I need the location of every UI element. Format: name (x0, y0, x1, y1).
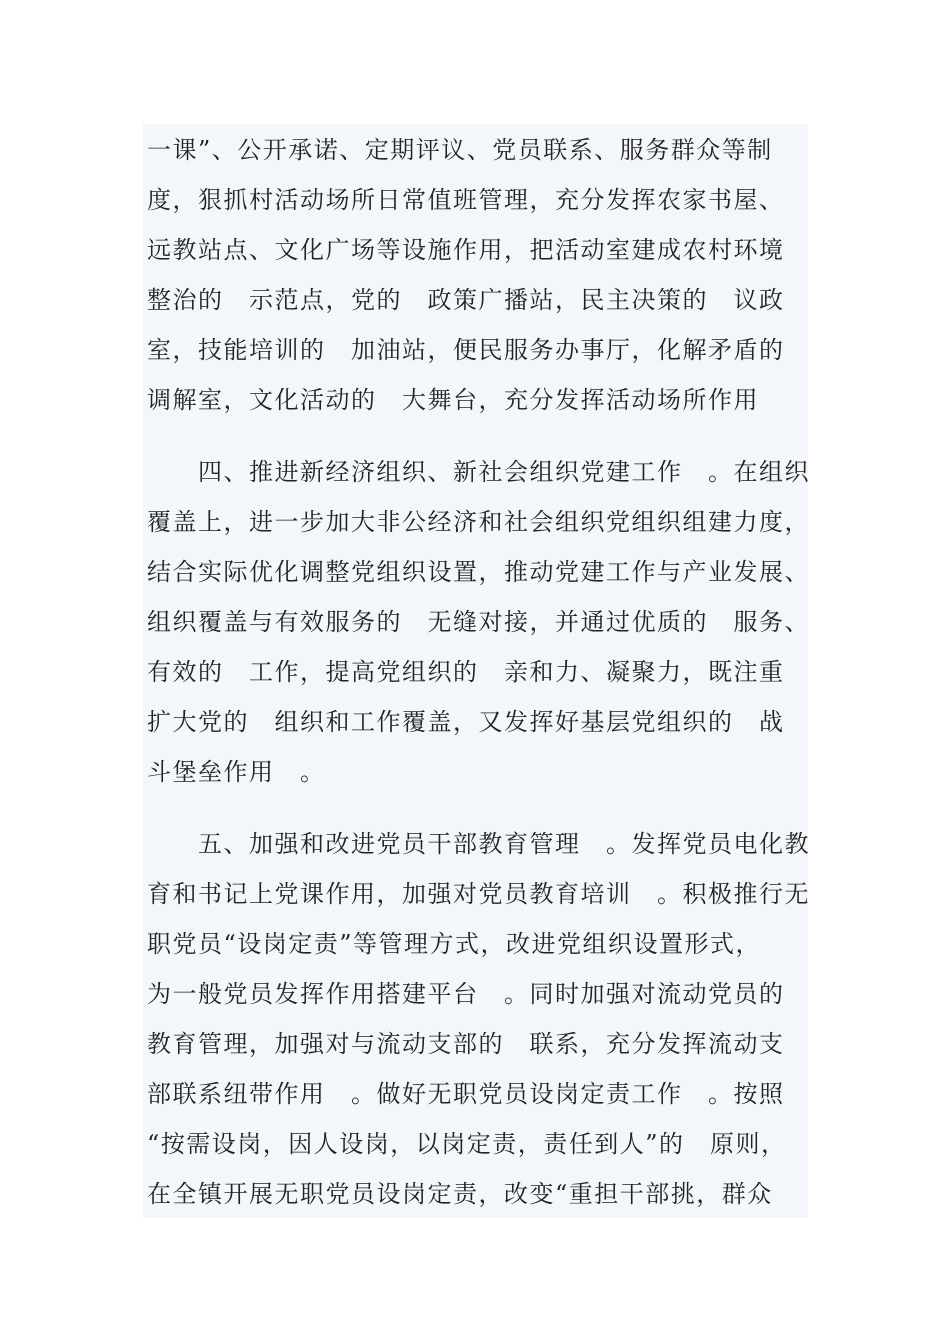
text-line: 教育管理，加强对与流动支部的 联系，充分发挥流动支 (147, 1030, 785, 1058)
text-line: 斗堡垒作用 。 (147, 758, 326, 786)
text-line: 调解室，文化活动的 大舞台，充分发挥活动场所作用 (147, 386, 759, 414)
text-line: 在全镇开展无职党员设岗定责，改变“重担干部挑，群众 (147, 1180, 773, 1208)
text-line: 远教站点、文化广场等设施作用，把活动室建成农村环境 (147, 236, 785, 264)
section-4-heading-line: 四、推进新经济组织、新社会组织党建工作 。在组织 (147, 458, 810, 486)
section-5-heading-line: 五、加强和改进党员干部教育管理 。发挥党员电化教 (147, 830, 810, 858)
text-line: 部联系纽带作用 。做好无职党员设岗定责工作 。按照 (147, 1080, 785, 1108)
text-line: 职党员“设岗定责”等管理方式，改进党组织设置形式， (147, 930, 762, 958)
text-line: 有效的 工作，提高党组织的 亲和力、凝聚力，既注重 (147, 658, 785, 686)
text-line: 结合实际优化调整党组织设置，推动党建工作与产业发展、 (147, 558, 810, 586)
text-line: 为一般党员发挥作用搭建平台 。同时加强对流动党员的 (147, 980, 785, 1008)
text-line: 一课”、公开承诺、定期评议、党员联系、服务群众等制 (147, 136, 773, 164)
text-line: 室，技能培训的 加油站，便民服务办事厅，化解矛盾的 (147, 336, 785, 364)
document-body (143, 124, 808, 1218)
text-line: 整治的 示范点，党的 政策广播站，民主决策的 议政 (147, 286, 785, 314)
text-line: 度，狠抓村活动场所日常值班管理，充分发挥农家书屋、 (147, 186, 785, 214)
text-line: “按需设岗，因人设岗，以岗定责，责任到人”的 原则， (147, 1130, 787, 1158)
text-line: 育和书记上党课作用，加强对党员教育培训 。积极推行无 (147, 880, 810, 908)
text-line: 扩大党的 组织和工作覆盖，又发挥好基层党组织的 战 (147, 708, 785, 736)
text-line: 组织覆盖与有效服务的 无缝对接，并通过优质的 服务、 (147, 608, 810, 636)
text-line: 覆盖上，进一步加大非公经济和社会组织党组织组建力度， (147, 508, 810, 536)
